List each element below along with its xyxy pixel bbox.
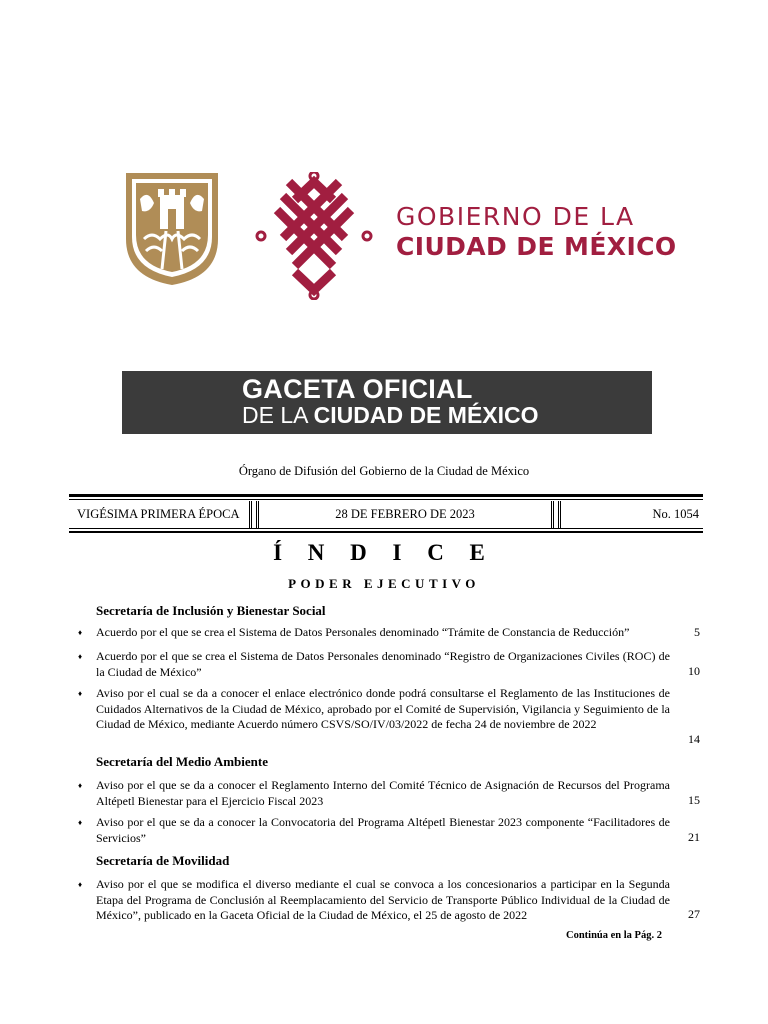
page-number: 10	[688, 664, 700, 678]
list-item: Aviso por el cual se da a conocer el enlace electrónico donde podrá consultarse el Reglamento de las Instituciones de Cuidados Alternativos de la Ciudad de México, aprobado por el Comité de Supervisión, Vigilancia y Seguimiento de la Ciudad de México, mediante Acuerdo número CSVS/SO/IV/03/2022 de fecha 24 de noviembre de 2022	[96, 686, 670, 731]
gaceta-banner	[122, 371, 652, 434]
poder-ejecutivo: PODER EJECUTIVO	[288, 576, 480, 591]
banner-subtitle-city: CIUDAD DE MÉXICO	[313, 402, 539, 428]
organo-line: Órgano de Difusión del Gobierno de la Ciudad de México	[238, 464, 530, 478]
numero: No. 1054	[558, 501, 703, 528]
gov-line1: GOBIERNO DE LA	[396, 202, 635, 231]
rule	[69, 494, 703, 497]
banner-subtitle-prefix: DE LA	[242, 402, 314, 428]
list-item: Aviso por el que se da a conocer la Convocatoria del Programa Altépetl Bienestar 2023 componente “Facilitadores de Servicios”	[96, 815, 670, 845]
fecha: 28 DE FEBRERO DE 2023	[256, 501, 554, 528]
list-item: Aviso por el que se da a conocer el Reglamento Interno del Comité Técnico de Asignación de Recursos del Programa Altépetl Bienestar para el Ejercicio Fiscal 2023	[96, 778, 670, 808]
bullet-icon: ♦	[78, 818, 83, 827]
page-number: 14	[688, 732, 700, 746]
continua-label: Continúa en la Pág. 2	[566, 930, 662, 941]
bullet-icon: ♦	[78, 880, 83, 889]
section-title: Secretaría de Inclusión y Bienestar Social	[96, 603, 326, 618]
gov-logo-icon	[255, 172, 373, 300]
epoch-bar	[69, 494, 703, 533]
banner-title: GACETA OFICIAL	[242, 374, 473, 404]
section-title: Secretaría del Medio Ambiente	[96, 754, 268, 769]
bullet-icon: ♦	[78, 689, 83, 698]
rule	[69, 528, 703, 529]
bullet-icon: ♦	[78, 628, 83, 637]
logo-area	[70, 112, 698, 348]
page-number: 21	[688, 830, 700, 844]
page-number: 5	[694, 625, 700, 639]
gov-wordmark	[396, 202, 677, 261]
rule	[69, 531, 703, 533]
gov-line2: CIUDAD DE MÉXICO	[396, 231, 677, 261]
indice-title: Í N D I C E	[273, 540, 495, 565]
list-item: Acuerdo por el que se crea el Sistema de Datos Personales denominado “Trámite de Constancia de Reducción”	[96, 625, 630, 639]
list-item: Aviso por el que se modifica el diverso mediante el cual se convoca a los concesionarios a participar en la Segunda Etapa del Programa de Conclusión al Reemplacamiento del Servicio de Transporte Público Individual de la Ciudad de México”, publicado en la Gaceta Oficial de la Ciudad de México, el 25 de agosto de 2022	[96, 877, 670, 922]
page-number: 27	[688, 907, 700, 921]
page-number: 15	[688, 793, 700, 807]
list-item: Acuerdo por el que se crea el Sistema de Datos Personales denominado “Registro de Organizaciones Civiles (ROC) de la Ciudad de México”	[96, 649, 670, 679]
section-title: Secretaría de Movilidad	[96, 853, 230, 868]
rule	[69, 499, 703, 500]
bullet-icon: ♦	[78, 652, 83, 661]
banner-subtitle	[242, 402, 539, 429]
city-crest-icon	[122, 169, 222, 289]
epoca: VIGÉSIMA PRIMERA ÉPOCA	[69, 501, 252, 528]
bullet-icon: ♦	[78, 781, 83, 790]
